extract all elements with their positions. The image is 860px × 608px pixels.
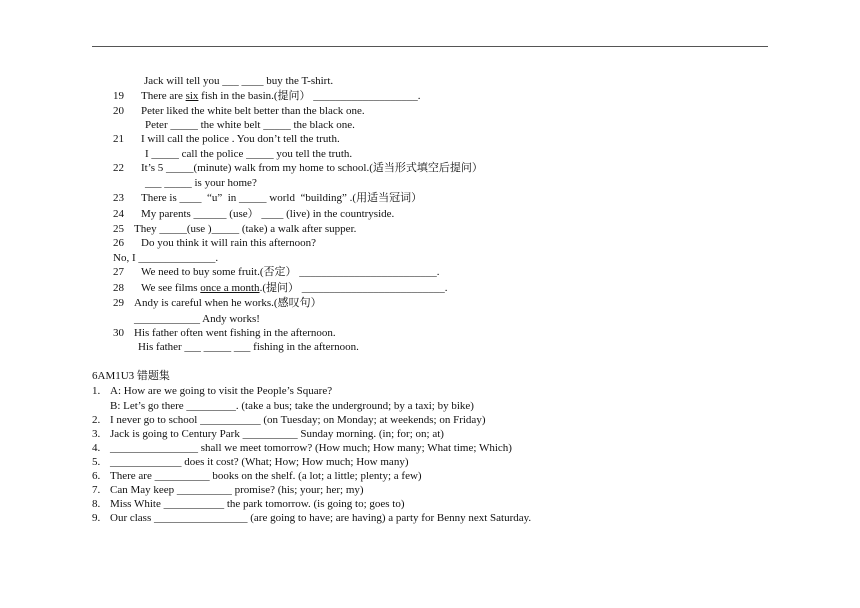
exercise-line: I will call the police . You don’t tell the truth. [141,133,340,145]
question-number: 4. [92,442,101,454]
exercise-number: 26 [113,237,124,249]
exercise-number: 19 [113,90,124,102]
exercise-line [141,90,421,103]
exercise-number: 27 [113,266,124,278]
question-line: There are __________ books on the shelf. (a lot; a little; plenty; a few) [110,470,422,482]
exercise-line: His father often went fishing in the afternoon. [134,327,336,339]
question-number: 7. [92,484,101,496]
question-line: Can May keep __________ promise? (his; your; her; my) [110,484,364,496]
question-number: 5. [92,456,101,468]
text-segment: .(提问） __________________________. [259,282,448,294]
exercise-line: Peter _____ the white belt _____ the black one. [145,119,355,131]
exercise-line: It’s 5 _____(minute) walk from my home to school.(适当形式填空后提问） [141,162,483,174]
section-heading: 6AM1U3 错题集 [92,370,170,382]
exercise-line: I _____ call the police _____ you tell the truth. [145,148,353,160]
exercise-line: We need to buy some fruit.(否定） _________________________. [141,266,440,278]
question-number: 1. [92,385,101,397]
exercise-number: 29 [113,297,124,309]
exercise-line: Do you think it will rain this afternoon? [141,237,317,249]
question-line: B: Let’s go there _________. (take a bus; take the underground; by a taxi; by bike) [110,400,474,412]
exercise-line: Jack will tell you ___ ____ buy the T-shirt. [144,75,334,87]
exercise-line: There is ____ “u” in _____ world “building” .(用适当冠词） [141,192,423,204]
exercise-number: 30 [113,327,124,339]
exercise-line: They _____(use )_____ (take) a walk after supper. [134,223,357,235]
text-segment: fish in the basin.(提问） ___________________. [198,90,421,102]
question-number: 9. [92,512,101,524]
exercise-line: ___ _____ is your home? [145,177,257,189]
header-rule [92,46,768,47]
question-number: 3. [92,428,101,440]
question-number: 6. [92,470,101,482]
question-number: 2. [92,414,101,426]
exercise-number: 21 [113,133,124,145]
exercise-line: My parents ______ (use） ____ (live) in the countryside. [141,208,395,220]
question-line: Miss White ___________ the park tomorrow. (is going to; goes to) [110,498,405,510]
question-line: Our class _________________ (are going to have; are having) a party for Benny next Saturday. [110,512,532,524]
exercise-number: 22 [113,162,124,174]
exercise-line: Peter liked the white belt better than the black one. [141,105,365,117]
question-line: _____________ does it cost? (What; How; How much; How many) [110,456,409,468]
question-line: I never go to school ___________ (on Tuesday; on Monday; at weekends; on Friday) [110,414,486,426]
question-line: Jack is going to Century Park __________ Sunday morning. (in; for; on; at) [110,428,444,440]
question-number: 8. [92,498,101,510]
exercise-number: 20 [113,105,124,117]
exercise-line [141,282,447,295]
question-line: ________________ shall we meet tomorrow? (How much; How many; What time; Which) [110,442,512,454]
exercise-line: Andy is careful when he works.(感叹句） [134,297,322,309]
question-line: A: How are we going to visit the People’s Square? [110,385,333,397]
exercise-line: His father ___ _____ ___ fishing in the afternoon. [138,341,359,353]
underlined-word: six [185,90,199,102]
text-segment: We see films [141,282,201,294]
exercise-line: No, I ______________. [113,252,219,264]
exercise-number: 24 [113,208,124,220]
text-segment: There are [141,90,186,102]
underlined-word: once a month [200,282,260,294]
exercise-number: 23 [113,192,124,204]
exercise-line: ____________ Andy works! [134,313,260,325]
exercise-number: 25 [113,223,124,235]
exercise-number: 28 [113,282,124,294]
